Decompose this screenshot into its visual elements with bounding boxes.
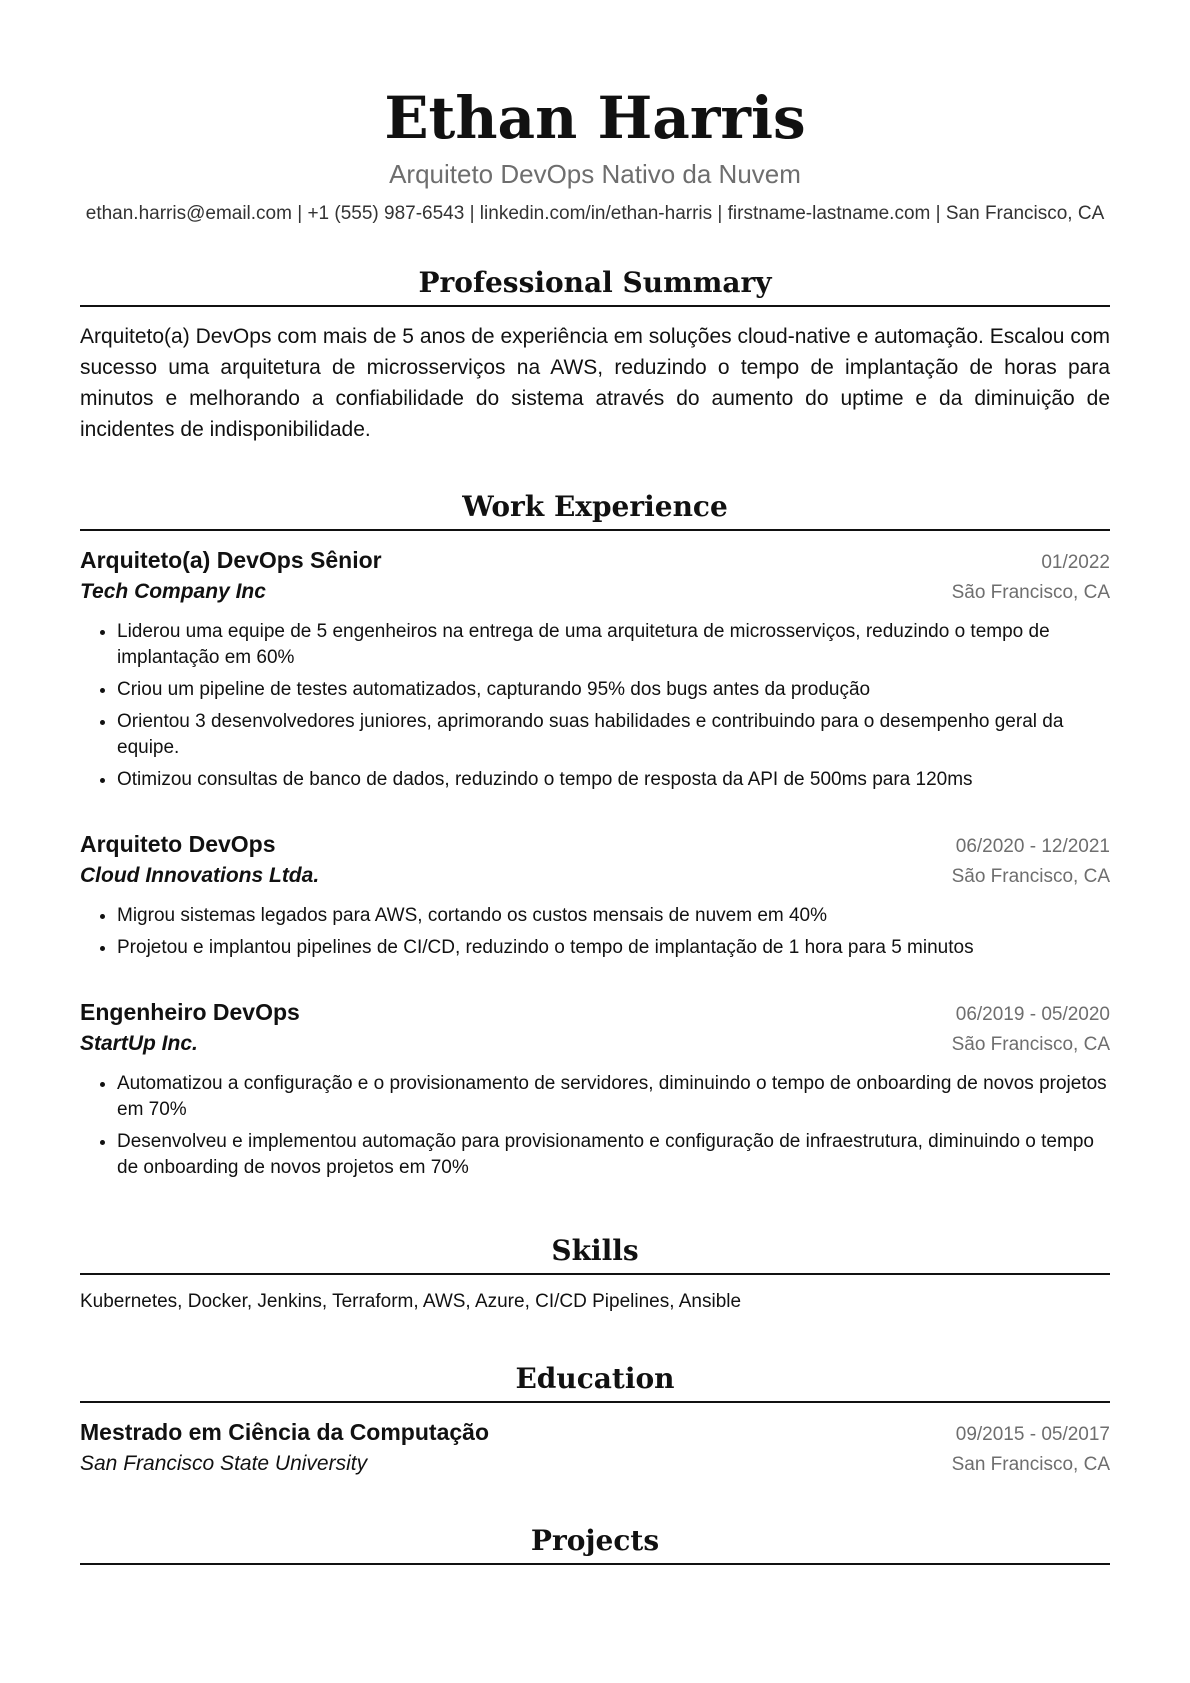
skills-list: Kubernetes, Docker, Jenkins, Terraform, AWS, Azure, CI/CD Pipelines, Ansible	[80, 1291, 742, 1312]
contact-line: ethan.harris@email.com | +1 (555) 987-6543 | linkedin.com/in/ethan-harris | firstname-lastname.com | San Francisco, CA	[85, 203, 1105, 224]
list-item: • Otimizou consultas de banco de dados, reduzindo o tempo de resposta da API de 500ms para 120ms	[117, 767, 1110, 793]
job-entry	[80, 545, 1110, 793]
job-bullets	[80, 903, 1110, 961]
job-location: São Francisco, CA	[951, 1034, 1110, 1055]
job-location: São Francisco, CA	[951, 582, 1110, 603]
section-title-summary: Professional Summary	[80, 265, 1110, 307]
section-title-education: Education	[80, 1361, 1110, 1403]
job-bullets	[80, 1071, 1110, 1181]
candidate-name: Ethan Harris	[384, 84, 806, 152]
list-item: • Migrou sistemas legados para AWS, cortando os custos mensais de nuvem em 40%	[117, 903, 1110, 929]
list-item: • Orientou 3 desenvolvedores juniores, aprimorando suas habilidades e contribuindo para o desempenho geral da equipe.	[117, 709, 1110, 761]
education-entry	[80, 1417, 1110, 1479]
job-location: São Francisco, CA	[951, 866, 1110, 887]
section-title-projects: Projects	[80, 1523, 1110, 1565]
job-role: Engenheiro DevOps	[80, 999, 300, 1025]
list-item: • Criou um pipeline de testes automatizados, capturando 95% dos bugs antes da produção	[117, 677, 1110, 703]
job-entry	[80, 829, 1110, 961]
education-date: 09/2015 - 05/2017	[955, 1424, 1110, 1445]
job-company: Cloud Innovations Ltda.	[80, 864, 320, 887]
education-location: San Francisco, CA	[951, 1454, 1110, 1475]
education-school: San Francisco State University	[80, 1452, 368, 1475]
job-date: 06/2019 - 05/2020	[955, 1004, 1110, 1025]
job-bullets	[80, 619, 1110, 793]
job-company: Tech Company Inc	[80, 580, 266, 603]
job-company: StartUp Inc.	[80, 1032, 198, 1055]
section-title-skills: Skills	[80, 1233, 1110, 1275]
candidate-title: Arquiteto DevOps Nativo da Nuvem	[389, 159, 801, 189]
section-title-work: Work Experience	[80, 489, 1110, 531]
job-role: Arquiteto(a) DevOps Sênior	[80, 547, 382, 573]
job-date: 06/2020 - 12/2021	[955, 836, 1110, 857]
job-entry	[80, 997, 1110, 1181]
summary-text: Arquiteto(a) DevOps com mais de 5 anos de experiência em soluções cloud-native e automação. Escalou com sucesso uma arquitetura de microsserviços na AWS, reduzindo o tempo de implantação de horas para minutos e melhorando a confiabilidade do sistema através do aumento do uptime e da diminuição de incidentes de indisponibilidade.	[80, 325, 1110, 441]
job-role: Arquiteto DevOps	[80, 831, 276, 857]
list-item: • Projetou e implantou pipelines de CI/CD, reduzindo o tempo de implantação de 1 hora para 5 minutos	[117, 935, 1110, 961]
job-date: 01/2022	[1041, 552, 1110, 573]
list-item: • Desenvolveu e implementou automação para provisionamento e configuração de infraestrutura, diminuindo o tempo de onboarding de novos projetos em 70%	[117, 1129, 1110, 1181]
list-item: • Liderou uma equipe de 5 engenheiros na entrega de uma arquitetura de microsserviços, reduzindo o tempo de implantação em 60%	[117, 619, 1110, 671]
list-item: • Automatizou a configuração e o provisionamento de servidores, diminuindo o tempo de onboarding de novos projetos em 70%	[117, 1071, 1110, 1123]
education-degree: Mestrado em Ciência da Computação	[80, 1419, 489, 1445]
